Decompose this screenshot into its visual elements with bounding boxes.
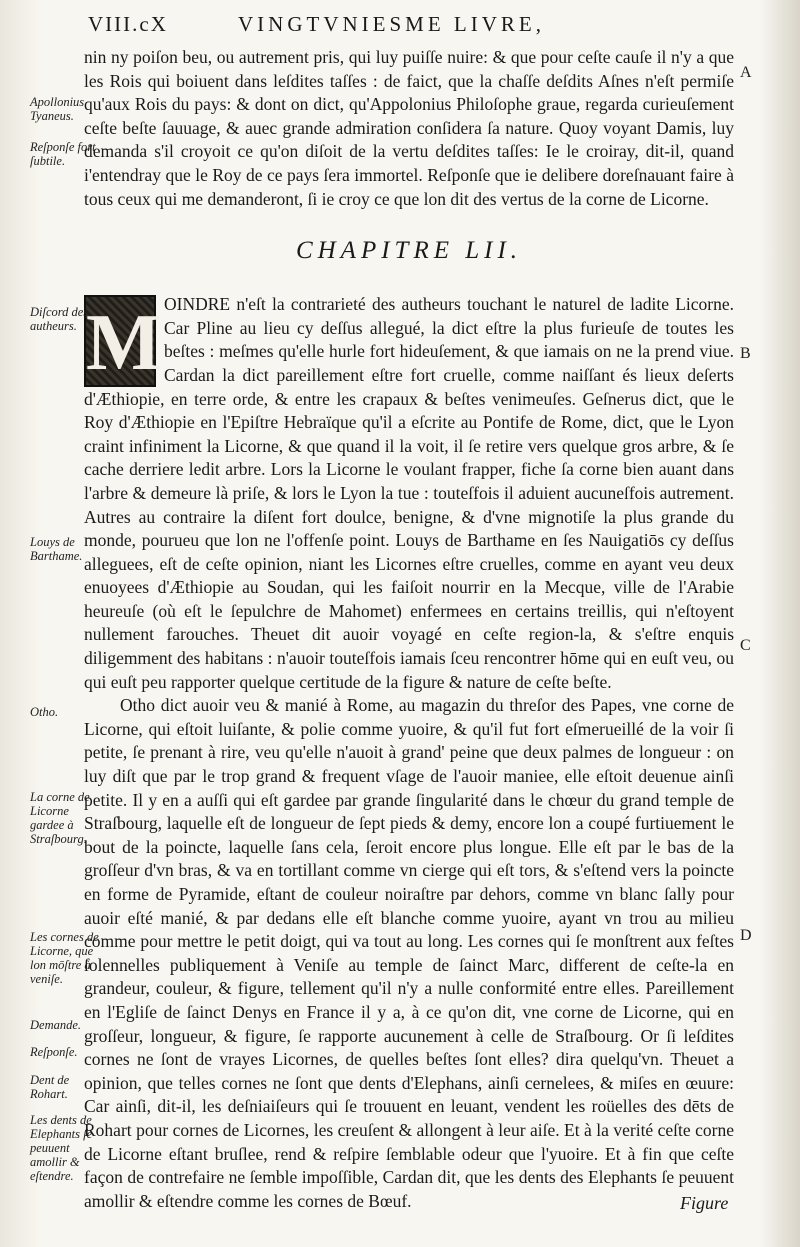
margin-note-rohart: Dent de Rohart. [30, 1073, 70, 1101]
chapter-title: CHAPITRE LII. [295, 237, 523, 265]
margin-note-barthame: Louys de Barthame. [30, 535, 83, 563]
margin-letter-a: A [740, 64, 752, 81]
margin-letter-b: B [740, 345, 751, 362]
margin-note-discord: Diſcord des autheurs. [30, 305, 89, 333]
book-title: VINGTVNIESME LIVRE, [238, 12, 545, 36]
margin-note-otho: Otho. [30, 705, 59, 719]
paragraph-2: Otho dict auoir veu & manié à Rome, au magazin du threſor des Papes, vne corne de Licorne, qui eſtoit luiſante, & polie comme yuoire, & qu'il fut fort eſmerueillé de la voir ſi petite, ſe prenant à rire, veu qu'elle n'auoit à grand' peine que deux palmes de longueur : on luy diſt que par le trop grand & frequent vſage de l'auoir maniee, elle eſtoit deuenue ainſi petite. Il y en a auſſi qui eſt gardee par grande ſingularité dans le chœur du grand temple de Straſbourg, laquelle eſt de longueur de ſept pieds & demy, encore lon a coupé furtiuement le bout de la poincte, laquelle ſans cela, ſeroit encore plus longue. Elle eſt par le bas de la groſſeur d'vn bras, & va en tortillant comme vn cierge qui eſt tors, & s'eſtend vers la poincte en forme de Pyramide, eſtant de couleur noiraſtre par dehors, comme vn blanc ſally pour auoir eſté manié, & par dedans elle eſt blanche comme yuoire, ayant vn trou au milieu comme pour mettre le petit doigt, qui va tout au long. Les cornes qui ſe monſtrent aux feſtes ſolennelles publiquement à Veniſe au temple de ſainct Marc, different de ceſte-la en grandeur, couleur, & figure, tellement qu'il n'y a nulle conformité entre elles. Pareillement en l'Egliſe de ſainct Denys en France il y a, à ce qu'on dit, vne corne de Licorne, qui en groſſeur, longueur, & figure, ſe rapporte aucunement à celle de Straſbourg. Or ſi leſdites cornes ne ſont de vrayes Licornes, de quelles beſtes ſont elles? dira quelqu'vn. Theuet a opinion, que telles cornes ne ſont que dents d'Elephans, ainſi cernelees, & miſes en œuure: Car ainſi, dit-il, les deſniaiſeurs qui ſe trouuent en leuant, vendent les roüelles des dēts de Rohart pour cornes de Licornes, les creuſent & allongent à leur aiſe. Et à la verité ceſte corne de Licorne eſtant bruſlee, rend & reſpire ſemblable odeur que l'yuoire. Et à fin que ceſte façon de contrefaire ne ſemble impoſſible, Cardan dit, que les dents des Elephants ſe peuuent amollir & eſtendre comme les cornes de Bœuf. [84, 695, 734, 1211]
paragraph-1: OINDRE n'eſt la contrarieté des autheurs touchant le naturel de ladite Licorne. Car Pline au lieu cy deſſus allegué, la dict eſtre la plus furieuſe de toutes les beſtes : meſmes qu'elle hurle fort hideuſement, & que iamais on ne la prend viue. Cardan la dict pareillement eſtre fort cruelle, comme naiſſant és lieux deſerts d'Æthiopie, en terre orde, & entre les crapaux & beſtes venimeuſes. Geſnerus dict, que le Roy d'Æthiopie en l'Epiſtre Hebraïque qu'il a eſcrite au Pontife de Rome, dict, que le Lyon craint infiniment la Licorne, & que quand il la voit, il ſe retire vers quelque gros arbre, & ſe cache derriere ledit arbre. Lors la Licorne le voulant frapper, fiche ſa corne bien auant dans l'arbre & demeure là priſe, & lors le Lyon la tue : touteſfois il aduient aucuneſfois autrement. Autres au contraire la diſent fort doulce, benigne, & d'vne mignotiſe la plus grande du monde, pourueu que lon ne l'offenſe point. Louys de Barthame en ſes Nauigatiōs cy deſſus alleguees, eſt de ceſte opinion, niant les Licornes eſtre cruelles, comme en ayant veu deux enuoyees d'Æthiopie au Soudan, qui les faiſoit nourrir en la Mecque, ville de l'Arabie heureuſe (où eſt le ſepulchre de Mahomet) enfermees en certains treillis, qui n'eſtoyent nullement farouches. Theuet dit auoir voyagé en ceſte region-la, & s'eſtre enquis diligemment des habitans : n'auoir touteſfois iamais ſceu rencontrer hōme qui en euſt veu, ou qui euſt peu rapporter quelque certitude de la figure & nature de ceſte beſte. [84, 294, 734, 692]
catchword: Figure [680, 1193, 729, 1213]
folio-number: VIII.cX [88, 12, 168, 36]
margin-note-reponse: Reſponſe. [30, 1045, 78, 1059]
margin-letter-d: D [740, 927, 752, 944]
running-head [88, 12, 748, 42]
margin-note-elephants: Les dents de Elephants ſe peuuent amollir & eſtendre. [30, 1113, 93, 1183]
margin-letter-c: C [740, 637, 751, 654]
main-text [84, 46, 734, 1213]
paragraph-top: nin ny poiſon beu, ou autrement pris, qui luy puiſſe nuire: & que pour ceſte cauſe il n'y a que les Rois qui boiuent dans leſdites taſſes : de faict, que la chaſſe deſdits Aſnes n'eſt permiſe qu'aux Rois du pays: & dont on dict, qu'Appolonius Philoſophe graue, regarda curieuſement ceſte beſte ſauuage, & auec grande admiration conſidera ſa nature. Quoy voyant Damis, luy demanda s'il croyoit ce qu'on diſoit de la vertu deſdites taſſes: Ie le croiray, dit-il, quand i'entendray que le Roy de ce pays ſera immortel. Reſponſe que ie delibere doreſnauant faire à tous ceux qui me demanderont, ſi ie croy ce que lon dit des vertus de la corne de Licorne. [84, 47, 734, 209]
decorated-initial: M [84, 295, 156, 387]
margin-note-demande: Demande. [30, 1018, 82, 1032]
margin-note-venise: Les cornes de Licorne, que lon mōſtre à veniſe. [30, 930, 99, 986]
margin-note-apollonius: Apollonius Tyaneus. [30, 95, 85, 123]
margin-note-strasbourg: La corne de Licorne gardee à Straſbourg. [30, 790, 90, 846]
margin-note-reponse-subtile: Reſponſe fort ſubtile. [30, 140, 96, 168]
